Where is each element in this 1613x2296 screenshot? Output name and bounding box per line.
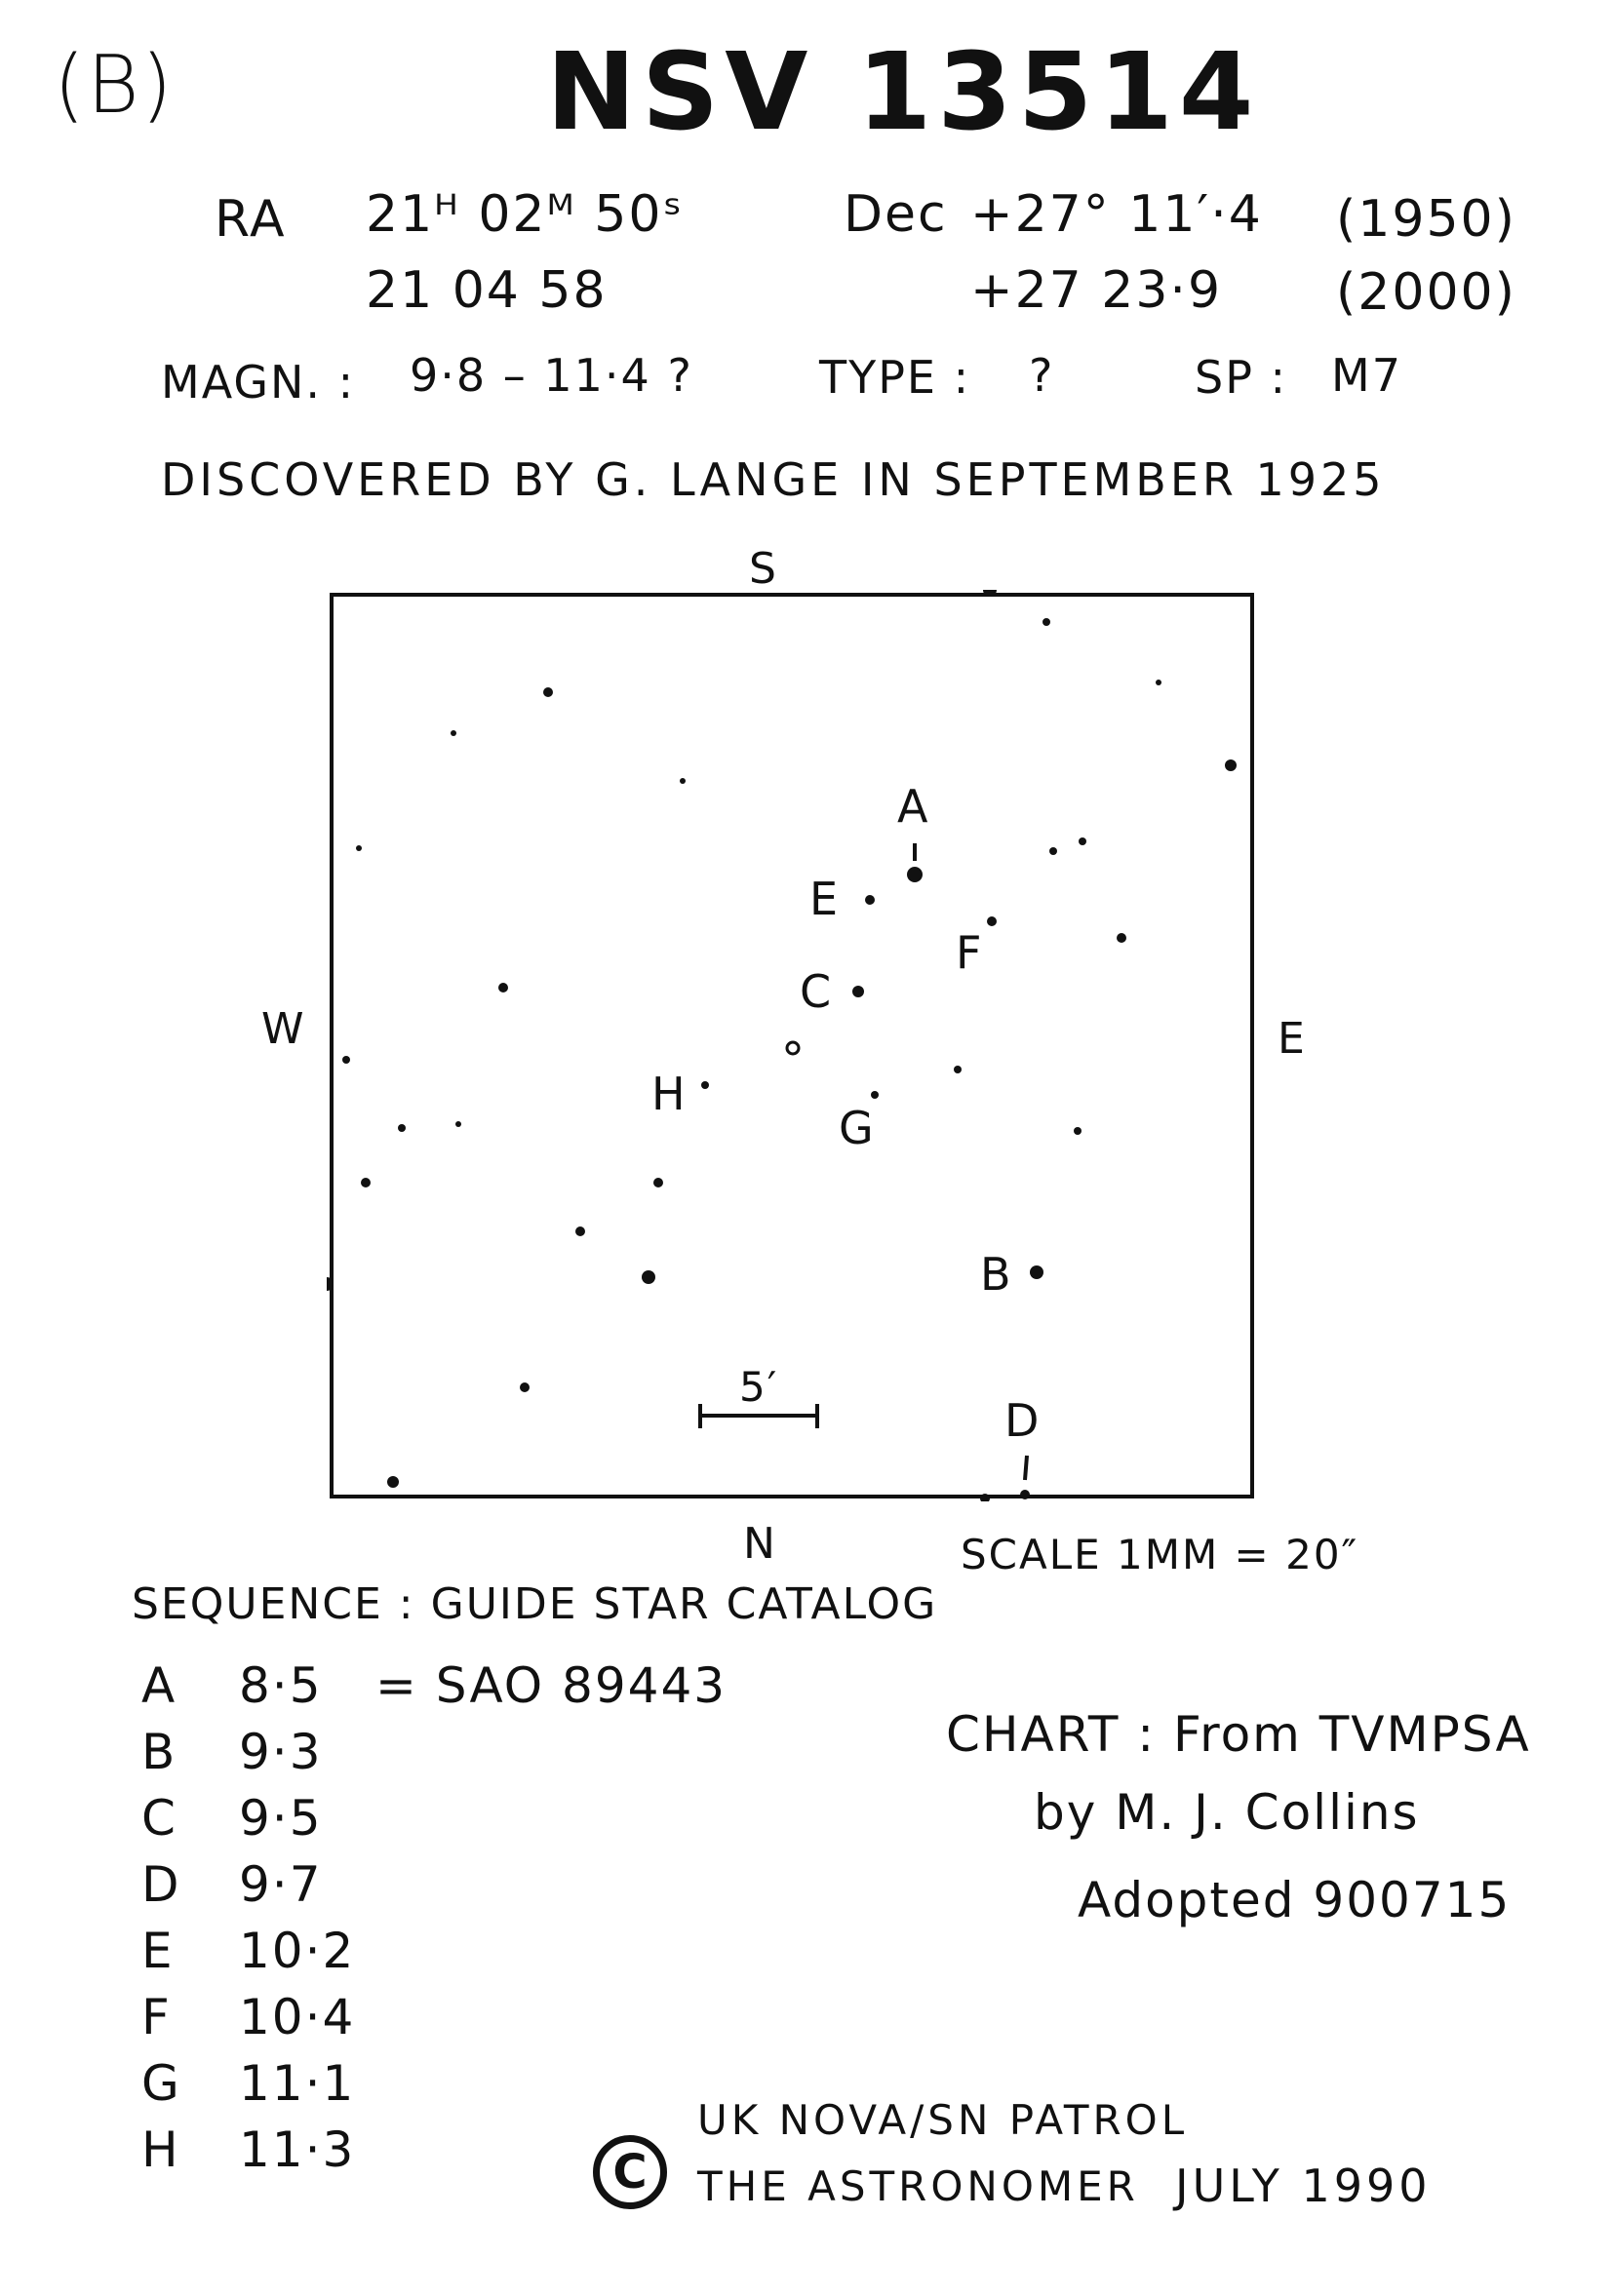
field-star — [1225, 759, 1237, 771]
seq-mag-h: 11·3 — [239, 2121, 356, 2178]
field-star — [361, 1178, 371, 1187]
star-b — [1030, 1265, 1043, 1279]
scale-bar-label: 5′ — [739, 1363, 779, 1411]
star-label-d: D — [1004, 1394, 1042, 1447]
star-d — [1020, 1490, 1030, 1499]
sp-value: M7 — [1331, 349, 1402, 402]
footer-date: JULY 1990 — [1175, 2160, 1432, 2212]
star-h — [701, 1081, 709, 1089]
seq-mag-a: 8·5 — [239, 1657, 323, 1714]
field-star — [954, 1066, 962, 1073]
field-star — [1156, 680, 1161, 685]
ra-label: RA — [215, 190, 287, 249]
direction-north: N — [743, 1519, 777, 1569]
magn-value: 9·8 – 11·4 ? — [410, 349, 693, 402]
field-stars — [327, 590, 1237, 1501]
direction-west: W — [261, 1004, 306, 1054]
star-label-h: H — [651, 1068, 688, 1120]
seq-letter-c: C — [141, 1790, 177, 1847]
seq-letter-d: D — [141, 1856, 181, 1913]
dec-2000: +27 23·9 — [970, 261, 1223, 320]
chart-border — [332, 595, 1252, 1497]
field-star — [387, 1476, 399, 1488]
ra-2000: 21 04 58 — [366, 261, 608, 320]
seq-mag-d: 9·7 — [239, 1856, 323, 1913]
seq-mag-b: 9·3 — [239, 1724, 323, 1780]
type-label: TYPE : — [819, 351, 971, 404]
variable-star-marker — [787, 1042, 799, 1054]
chart-scale-note: SCALE 1MM = 20″ — [961, 1531, 1359, 1578]
field-star — [653, 1178, 663, 1187]
epoch-1950: (1950) — [1336, 190, 1516, 249]
seq-letter-a: A — [141, 1657, 177, 1714]
chart-label: (B) — [54, 39, 175, 132]
field-star — [1117, 933, 1126, 943]
credits-line-1: CHART : From TVMPSA — [946, 1706, 1531, 1763]
seq-mag-f: 10·4 — [239, 1989, 356, 2045]
field-star — [1074, 1127, 1082, 1135]
field-star — [498, 983, 508, 992]
sequence-heading: SEQUENCE : GUIDE STAR CATALOG — [132, 1579, 938, 1629]
seq-letter-g: G — [141, 2055, 181, 2112]
field-star — [520, 1382, 530, 1392]
seq-mag-e: 10·2 — [239, 1923, 356, 1979]
seq-letter-e: E — [141, 1923, 175, 1979]
seq-letter-b: B — [141, 1724, 177, 1780]
star-label-b: B — [980, 1248, 1013, 1301]
footer-line-1: UK NOVA/SN PATROL — [697, 2096, 1189, 2144]
star-label-c: C — [800, 965, 834, 1018]
star-label-e: E — [809, 873, 841, 925]
seq-note-a: = SAO 89443 — [375, 1657, 728, 1714]
star-a — [907, 867, 923, 882]
field-star — [356, 845, 362, 851]
epoch-2000: (2000) — [1336, 263, 1516, 322]
footer-publication: THE ASTRONOMER — [697, 2162, 1139, 2210]
dec-1950: +27° 11′·4 — [970, 185, 1263, 244]
direction-east: E — [1278, 1014, 1307, 1064]
field-star — [1043, 618, 1050, 626]
star-c — [852, 986, 864, 997]
field-star — [575, 1226, 585, 1236]
ra-1950: 21ᴴ 02ᴹ 50ˢ — [366, 185, 684, 244]
field-star — [1079, 837, 1086, 845]
field-star — [455, 1121, 461, 1127]
star-label-g: G — [839, 1102, 876, 1154]
star-e — [865, 895, 875, 905]
star-f — [987, 916, 997, 926]
sp-label: SP : — [1195, 351, 1288, 404]
finder-chart — [327, 590, 1263, 1501]
dec-label: Dec — [844, 185, 948, 244]
field-star — [451, 730, 456, 736]
copyright-icon: C — [593, 2135, 667, 2209]
seq-letter-f: F — [141, 1989, 172, 2045]
seq-letter-h: H — [141, 2121, 180, 2178]
page-title: NSV 13514 — [546, 29, 1260, 154]
field-star — [642, 1270, 655, 1284]
seq-mag-c: 9·5 — [239, 1790, 323, 1847]
field-star — [680, 778, 686, 784]
star-label-a: A — [897, 780, 930, 833]
field-star — [342, 1056, 350, 1064]
discovery-note: DISCOVERED BY G. LANGE IN SEPTEMBER 1925 — [161, 453, 1386, 506]
field-star — [543, 687, 553, 697]
credits-line-3: Adopted 900715 — [1078, 1872, 1512, 1928]
magn-label: MAGN. : — [161, 356, 356, 409]
type-value: ? — [1029, 349, 1055, 402]
star-g — [871, 1091, 879, 1099]
star-label-f: F — [956, 926, 984, 979]
direction-south: S — [749, 544, 778, 594]
credits-line-2: by M. J. Collins — [1034, 1784, 1420, 1841]
seq-mag-g: 11·1 — [239, 2055, 356, 2112]
field-star — [398, 1124, 406, 1132]
field-star — [1049, 847, 1057, 855]
star-field — [327, 590, 1263, 1501]
star-d-tick — [1025, 1456, 1027, 1480]
